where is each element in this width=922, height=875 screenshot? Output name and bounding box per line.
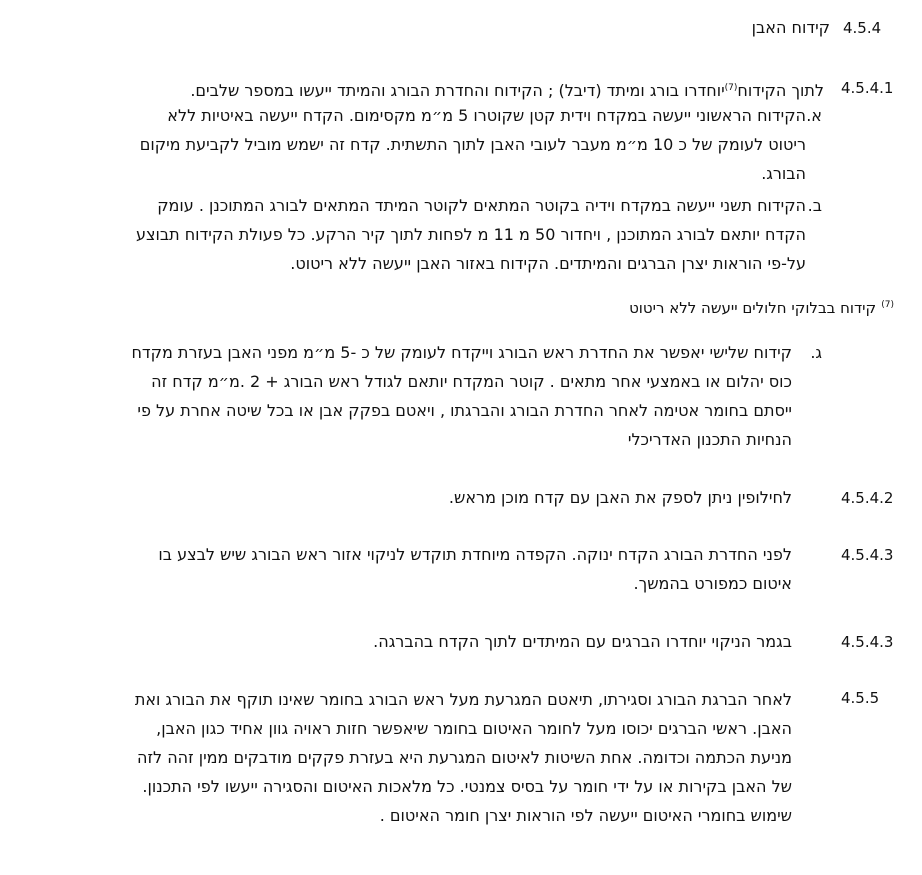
paragraph-line: איטום כמפורט בהמשך. [633, 574, 792, 593]
list-item-line: קידוח שלישי יאפשר את החדרת ראש הבורג וייקדח לעומק של כ -5 מ״מ מפני האבן בעזרת מקדח [131, 343, 792, 362]
list-item-line: הנחיות התכנון האדריכלי [627, 430, 792, 449]
list-marker: ב. [807, 196, 822, 215]
paragraph-line: לחילופין ניתן לספק את האבן עם קדח מוכן מראש. [448, 488, 792, 507]
list-item-line: ייסתם בחומר אטימה לאחר החדרת הבורג והברגתו , ויאטם בפקק אבן או בכל שיטה אחרת על פי [137, 401, 792, 420]
section-title: קידוח האבן [751, 18, 830, 37]
intro-text: יוחדרו בורג ומיתד (דיבל) ; הקידוח והחדרת הבורג והמיתד ייעשו במספר שלבים. [190, 81, 725, 100]
list-item-line: הבורג. [761, 164, 806, 183]
paragraph-line: לאחר הברגת הבורג וסגירתו, תיאטם המגרעת מעל ראש הבורג בחומר שאינו תוקף את הבורג ואת [134, 690, 792, 709]
section-number: 4.5.4.3 [841, 546, 894, 564]
paragraph-line: האבן. ראשי הברגים יכוסו מעל לחומר האיטום בחומר שיאפשר חזות ראויה גוון אחיד כגון האבן, [156, 719, 792, 738]
list-item-line: הקידוח תשני ייעשה במקדח וידיה בקוטר המתאים לקוטר המיתד המתאים לבורג המתוכנן . עומק [157, 196, 806, 215]
footnote-ref: (7) [724, 83, 738, 93]
list-item-line: הקידוח הראשוני ייעשה במקדח וידית קטן שקוטרו 5 מ״מ מקסימום. הקדח ייעשה באיטיות ללא [167, 106, 806, 125]
list-item-line: על-פי הוראות יצרן הברגים והמיתדים. הקידוח באזור האבן ייעשה ללא ריטוט. [290, 254, 806, 273]
section-number: 4.5.4.2 [841, 489, 894, 507]
list-marker: ג. [810, 343, 822, 362]
list-item-line: כוס יהלום או באמצעי אחר מתאים . קוטר המקדח יותאם לגודל ראש הבורג + 2 .מ״מ קדח זה [151, 372, 792, 391]
paragraph-line: בגמר הניקוי יוחדרו הברגים עם המיתדים לתוך הקדח בהברגה. [373, 632, 792, 651]
paragraph-line: מניעת הכתמה וכדומה. אחת השיטות לאיטום המגרעת היא בעזרת פקקים מודבקים ממין זהה לזה [137, 748, 792, 767]
section-number: 4.5.4 [843, 19, 882, 37]
section-number: 4.5.5 [841, 689, 880, 707]
paragraph-line: לפני החדרת הבורג הקדח ינוקה. הקפדה מיוחדת תוקדש לניקוי אזור ראש הבורג שיש לבצע בו [158, 545, 792, 564]
paragraph-line: שימוש בחומרי האיטום ייעשה לפי הוראות יצרן חומר האיטום . [379, 806, 792, 825]
list-item-line: הקדח יותאם לבורג המתוכנן , ויחדור 50 מ 11 מ לפחות לתוך קיר הרקע. כל פעולת הקידוח תבוצע [136, 225, 806, 244]
list-marker: א. [806, 106, 822, 125]
intro-text: לתוך הקידוח [737, 81, 824, 100]
footnote [629, 292, 894, 318]
paragraph-line: של האבן בקירות או על ידי חומר על בסיס צמנטי. כל מלאכות האיטום והסגירה ייעשו לפי התכנון. [142, 777, 792, 796]
footnote-mark: (7) [881, 300, 894, 310]
section-number: 4.5.4.3 [841, 633, 894, 651]
list-item-line: ריטוט לעומק של כ 10 מ״מ מעבר לעובי האבן לתוך התשתית. קדח זה ישמש מוביל לקביעת מיקום [139, 135, 806, 154]
paragraph-intro [190, 75, 824, 101]
section-number: 4.5.4.1 [841, 79, 894, 97]
footnote-text: קידוח בבלוקי חלולים ייעשה ללא ריטוט [629, 299, 877, 317]
